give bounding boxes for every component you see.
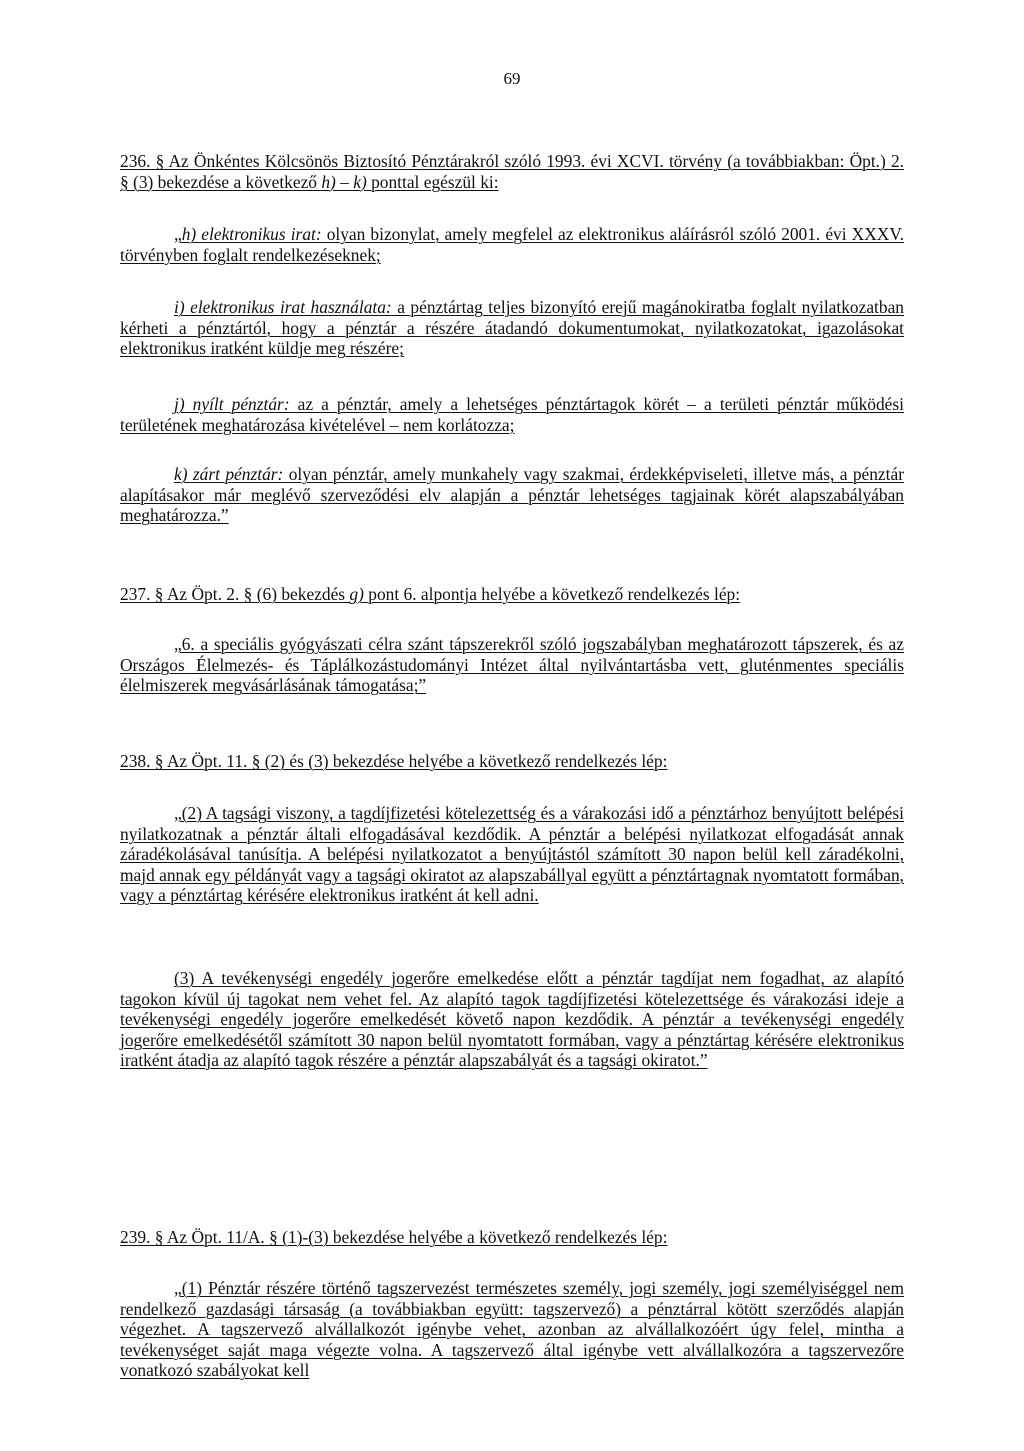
amendment-text: „(1) Pénztár részére történő tagszervezést természetes személy, jogi személy, jogi személyiséggel nem rendelkező gazdasági társaság (a továbbiakban együtt: tagszervező) a pénztárral kötött szerződés alapján végezhet. A tagszervező alvállalkozót igénybe vehet, azonban az alvállalkozóért úgy felel, mintha a tevékenységet saját maga végezte volna. A tagszervező által igénybe vett alvállalkozóra a tagszervezőre vonatkozó szabályokat kell xyxy=(120,1278,904,1380)
heading-text-end: pont 6. alpontja helyébe a következő rendelkezés lép: xyxy=(363,584,741,604)
section-237-heading xyxy=(120,584,904,605)
term-label: k) zárt pénztár: xyxy=(174,464,284,484)
page-number: 69 xyxy=(503,69,521,88)
section-239-heading xyxy=(120,1227,904,1248)
paragraph-k xyxy=(120,464,904,526)
quote-mark: „ xyxy=(174,224,182,244)
term-label: h) elektronikus irat: xyxy=(181,224,322,244)
term-label: j) nyílt pénztár: xyxy=(174,394,290,414)
section-237-paragraph xyxy=(120,634,904,696)
section-238-heading xyxy=(120,751,904,772)
section-heading xyxy=(120,151,904,192)
heading-italic: h) – k) xyxy=(321,171,367,192)
amendment-text: „6. a speciális gyógyászati célra szánt tápszerekről szóló jogszabályban meghatározott tápszerek, és az Országos Élelmezés- és Táplálkozástudományi Intézet által nyilvántartásba vett, gluténmentes speciális élelmiszerek megvásárlásának támogatása;” xyxy=(120,634,904,695)
heading-text: 237. § Az Öpt. 2. § (6) bekezdés xyxy=(120,584,350,604)
heading-text: 236. § Az Önkéntes Kölcsönös Biztosító Pénztárakról szóló 1993. évi XCVI. törvény (a továbbiakban: Öpt.) 2. § (3) bekezdése a következő xyxy=(120,151,904,192)
section-236 xyxy=(120,151,904,192)
heading-text: 239. § Az Öpt. 11/A. § (1)-(3) bekezdése helyébe a következő rendelkezés lép: xyxy=(120,1227,668,1247)
term-definition: olyan pénztár, amely munkahely vagy szakmai, érdekképviseleti, illetve más, a pénztár alapításakor már meglévő szerveződési elv alapján a pénztár lehetséges tagjainak körét alapszabályában meghatározza.” xyxy=(120,464,904,525)
term-label: i) elektronikus irat használata: xyxy=(174,297,392,317)
section-238-paragraph-3 xyxy=(120,968,904,1071)
term-definition: az a pénztár, amely a lehetséges pénztártagok körét – a területi pénztár működési területének meghatározása kivételével – nem korlátozza; xyxy=(120,394,904,435)
paragraph-i xyxy=(120,297,904,359)
heading-text: 238. § Az Öpt. 11. § (2) és (3) bekezdése helyébe a következő rendelkezés lép: xyxy=(120,751,668,771)
amendment-text: „(2) A tagsági viszony, a tagdíjfizetési kötelezettség és a várakozási idő a pénztárhoz benyújtott belépési nyilatkozatnak a pénztár általi elfogadásával kezdődik. A pénztár a belépési nyilatkozat elfogadását annak záradékolásával tanúsítja. A belépési nyilatkozatot a benyújtástól számított 30 napon belül kell záradékolni, majd annak egy példányát vagy a tagsági okiratot az alapszabállyal együtt a pénztártagnak nyomtatott formában, vagy a pénztártag kérésére elektronikus iratként át kell adni. xyxy=(120,803,904,905)
term-definition: a pénztártag teljes bizonyító erejű magánokiratba foglalt nyilatkozatban kérheti a pénztártól, hogy a pénztár a részére átadandó dokumentumokat, nyilatkozatokat, igazolásokat elektronikus iratként küldje meg részére; xyxy=(120,297,904,358)
amendment-text: (3) A tevékenységi engedély jogerőre emelkedése előtt a pénztár tagdíjat nem fogadhat, az alapító tagokon kívül új tagokat nem vehet fel. Az alapító tagok tagdíjfizetési kötelezettsége és várakozási ideje a tevékenységi engedély jogerőre emelkedését követő napon kezdődik. A pénztár a tevékenységi engedély jogerőre emelkedésétől számított 30 napon belül nyomtatott formában, vagy a pénztártag kérésére elektronikus iratként átadja az alapító tagok részére a pénztár alapszabályát és a tagsági okiratot.” xyxy=(120,968,904,1070)
paragraph-j xyxy=(120,394,904,435)
heading-italic: g) xyxy=(349,584,364,604)
paragraph-h xyxy=(120,224,904,265)
section-239-paragraph-1 xyxy=(120,1278,904,1381)
heading-text-end: ponttal egészül ki: xyxy=(366,171,499,192)
section-238-paragraph-2 xyxy=(120,803,904,906)
term-definition: olyan bizonylat, amely megfelel az elektronikus aláírásról szóló 2001. évi XXXV. törvényben foglalt rendelkezéseknek; xyxy=(120,224,904,265)
